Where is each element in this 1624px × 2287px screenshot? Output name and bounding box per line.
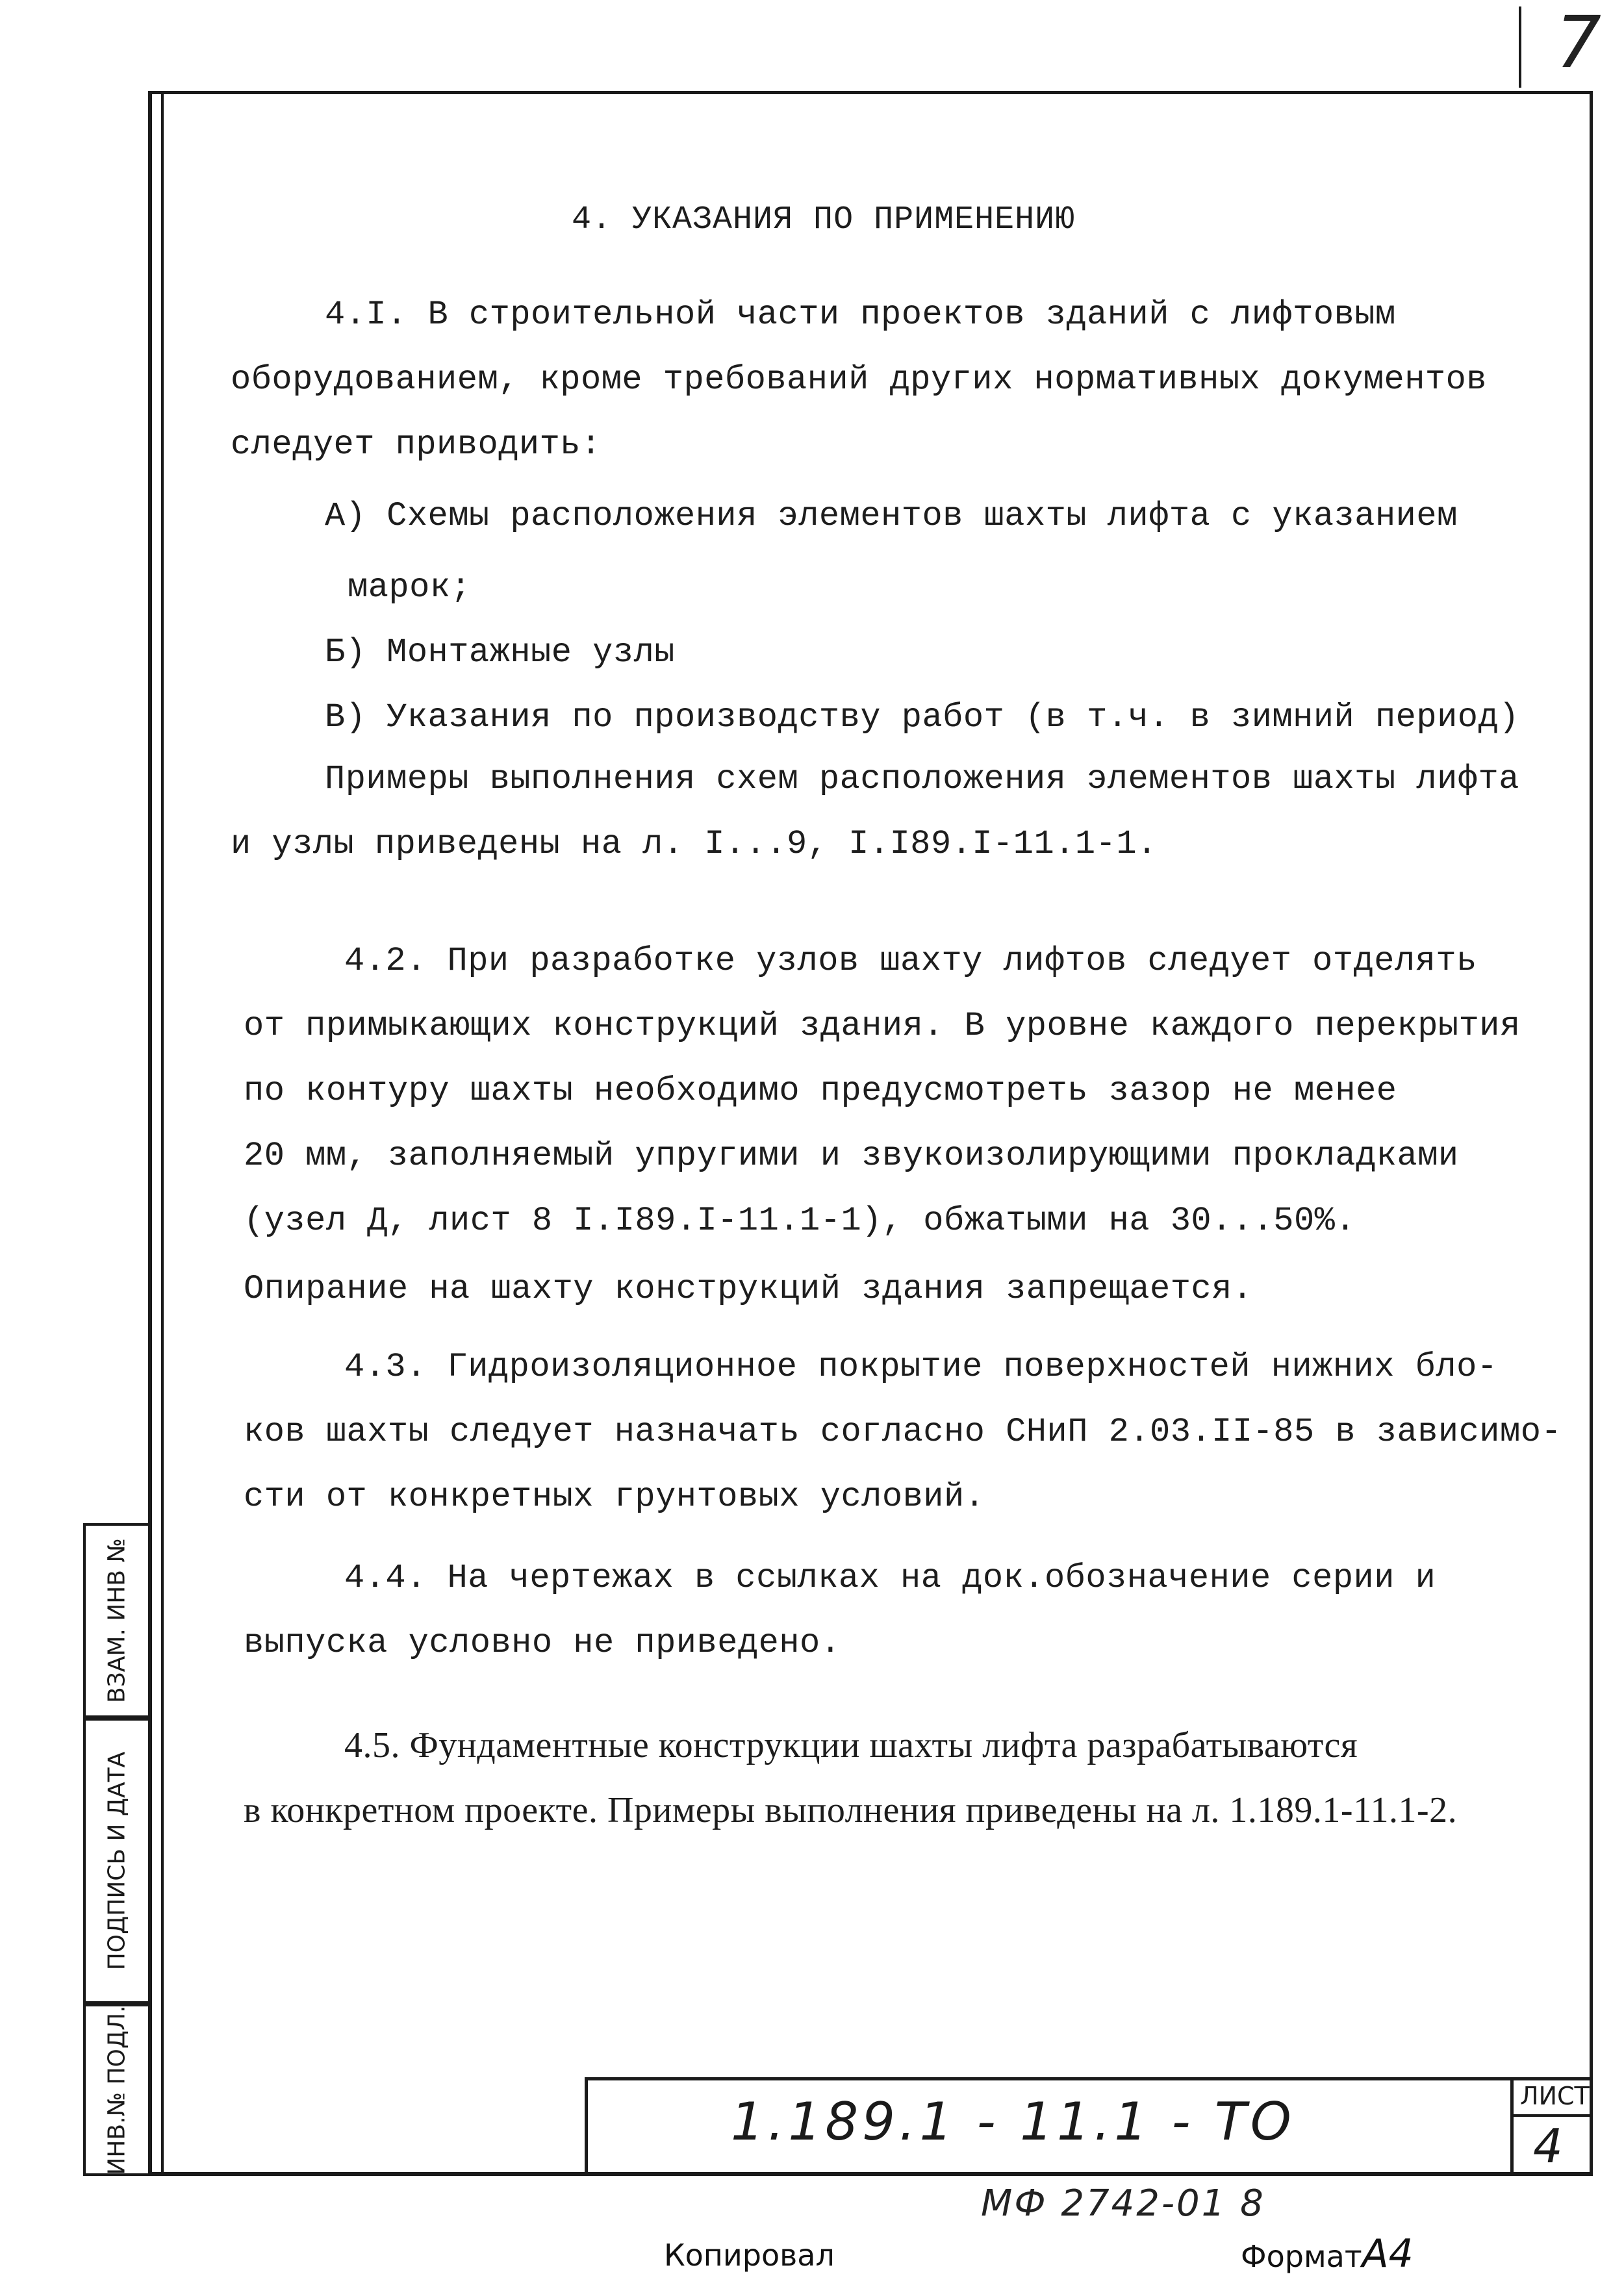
format-value: А4 <box>1362 2231 1414 2277</box>
text-line: и узлы приведены на л. I...9, I.I89.I-11.1-1. <box>231 825 1158 863</box>
document-code: 1.189.1 - 11.1 - ТО <box>731 2091 1295 2152</box>
text-line: от примыкающих конструкций здания. В уровне каждого перекрытия <box>244 1007 1521 1045</box>
side-label-replace-inv: ВЗАМ. ИНВ № <box>103 1538 131 1703</box>
corner-divider <box>1519 6 1521 88</box>
text-line: ков шахты следует назначать согласно СНиП 2.03.II-85 в зависимо- <box>244 1413 1562 1451</box>
page-frame <box>148 91 1593 2176</box>
text-line: сти от конкретных грунтовых условий. <box>244 1478 985 1516</box>
corner-page-number: 7 <box>1556 1 1601 84</box>
frame-inner-border <box>161 91 164 2176</box>
order-number: МФ 2742-01 8 <box>981 2182 1265 2225</box>
text-line: А) Схемы расположения элементов шахты лифта с указанием <box>325 497 1458 535</box>
sheet-number: 4 <box>1533 2119 1563 2173</box>
side-cell-signature-date <box>83 1718 148 2004</box>
text-line: оборудованием, кроме требований других нормативных документов <box>231 360 1488 399</box>
text-line: 4.5. Фундаментные конструкции шахты лифта разрабатываются <box>344 1725 1358 1765</box>
text-line: по контуру шахты необходимо предусмотреть зазор не менее <box>244 1072 1397 1110</box>
side-label-signature-date: ПОДПИСЬ И ДАТА <box>103 1751 131 1971</box>
sheet-label: ЛИСТ <box>1520 2082 1590 2110</box>
text-line: 4.2. При разработке узлов шахту лифтов следует отделять <box>344 942 1477 980</box>
format-label: Формат <box>1241 2239 1362 2274</box>
text-line: (узел Д, лист 8 I.I89.I-11.1-1), обжатыми на 30...50%. <box>244 1202 1356 1240</box>
section-title: 4. УКАЗАНИЯ ПО ПРИМЕНЕНИЮ <box>572 201 1076 238</box>
side-cell-inv-orig <box>83 2004 148 2176</box>
copied-label: Копировал <box>664 2238 835 2273</box>
text-line: следует приводить: <box>231 425 602 464</box>
sheet-cell-divider <box>1510 2114 1593 2117</box>
text-line: Б) Монтажные узлы <box>325 633 675 672</box>
text-line: 4.I. В строительной части проектов зданий с лифтовым <box>325 296 1396 334</box>
text-line: 4.3. Гидроизоляционное покрытие поверхностей нижних бло- <box>344 1348 1498 1386</box>
text-line: 20 мм, заполняемый упругими и звукоизолирующими прокладками <box>244 1137 1459 1175</box>
text-line: в конкретном проекте. Примеры выполнения приведены на л. 1.189.1-11.1-2. <box>244 1790 1458 1830</box>
text-line: В) Указания по производству работ (в т.ч. в зимний период) <box>325 698 1519 737</box>
side-label-inv-orig: ИНВ.№ ПОДЛ. <box>103 2004 131 2175</box>
format-field <box>1241 2231 1414 2277</box>
text-line: выпуска условно не приведено. <box>244 1624 841 1662</box>
text-line: Опирание на шахту конструкций здания запрещается. <box>244 1270 1253 1308</box>
side-cell-replace-inv <box>83 1523 148 1718</box>
text-line: 4.4. На чертежах в ссылках на док.обозначение серии и <box>344 1559 1436 1597</box>
text-line: марок; <box>348 568 472 607</box>
text-line: Примеры выполнения схем расположения элементов шахты лифта <box>325 760 1519 798</box>
